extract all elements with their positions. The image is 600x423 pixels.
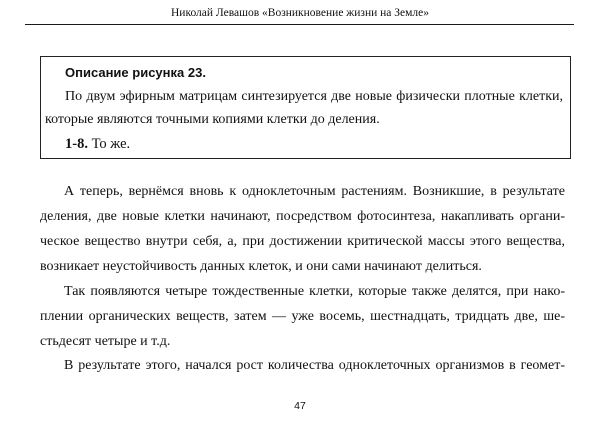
figure-caption-box [40, 56, 571, 159]
caption-item [65, 135, 130, 153]
header-rule [25, 24, 574, 25]
page-number: 47 [294, 400, 306, 412]
paragraph-line: возникает неустойчивость данных клеток, и они сами начинают делиться. [40, 259, 482, 274]
paragraph-line: В результате этого, начался рост количества одноклеточных организмов в геомет- [64, 358, 565, 373]
caption-item-text: То же. [87, 136, 131, 152]
paragraph-line: деления, две новые клетки начинают, посредством фотосинтеза, накапливать органи- [40, 209, 565, 224]
paragraph-line: ческое вещество внутри себя, а, при достижении критической массы этого вещества, [40, 234, 565, 249]
paragraph-line: Так появляются четыре тождественные клетки, которые также делятся, при нако- [64, 284, 565, 299]
running-header: Николай Левашов «Возникновение жизни на Земле» [170, 7, 429, 19]
paragraph-line: А теперь, вернёмся вновь к одноклеточным растениям. Возникшие, в результате [64, 184, 565, 199]
paragraph-line: стьдесят четыре и т.д. [40, 334, 171, 349]
caption-title: Описание рисунка 23. [65, 65, 206, 80]
caption-item-label: 1-8. [65, 136, 88, 152]
caption-text-line: которые являются точными копиями клетки до деления. [45, 112, 380, 127]
caption-text-line: По двум эфирным матрицам синтезируется две новые физически плотные клетки, [65, 89, 563, 104]
paragraph-line: плении органических веществ, затем — уже восемь, шестнадцать, тридцать две, ше- [40, 309, 565, 324]
